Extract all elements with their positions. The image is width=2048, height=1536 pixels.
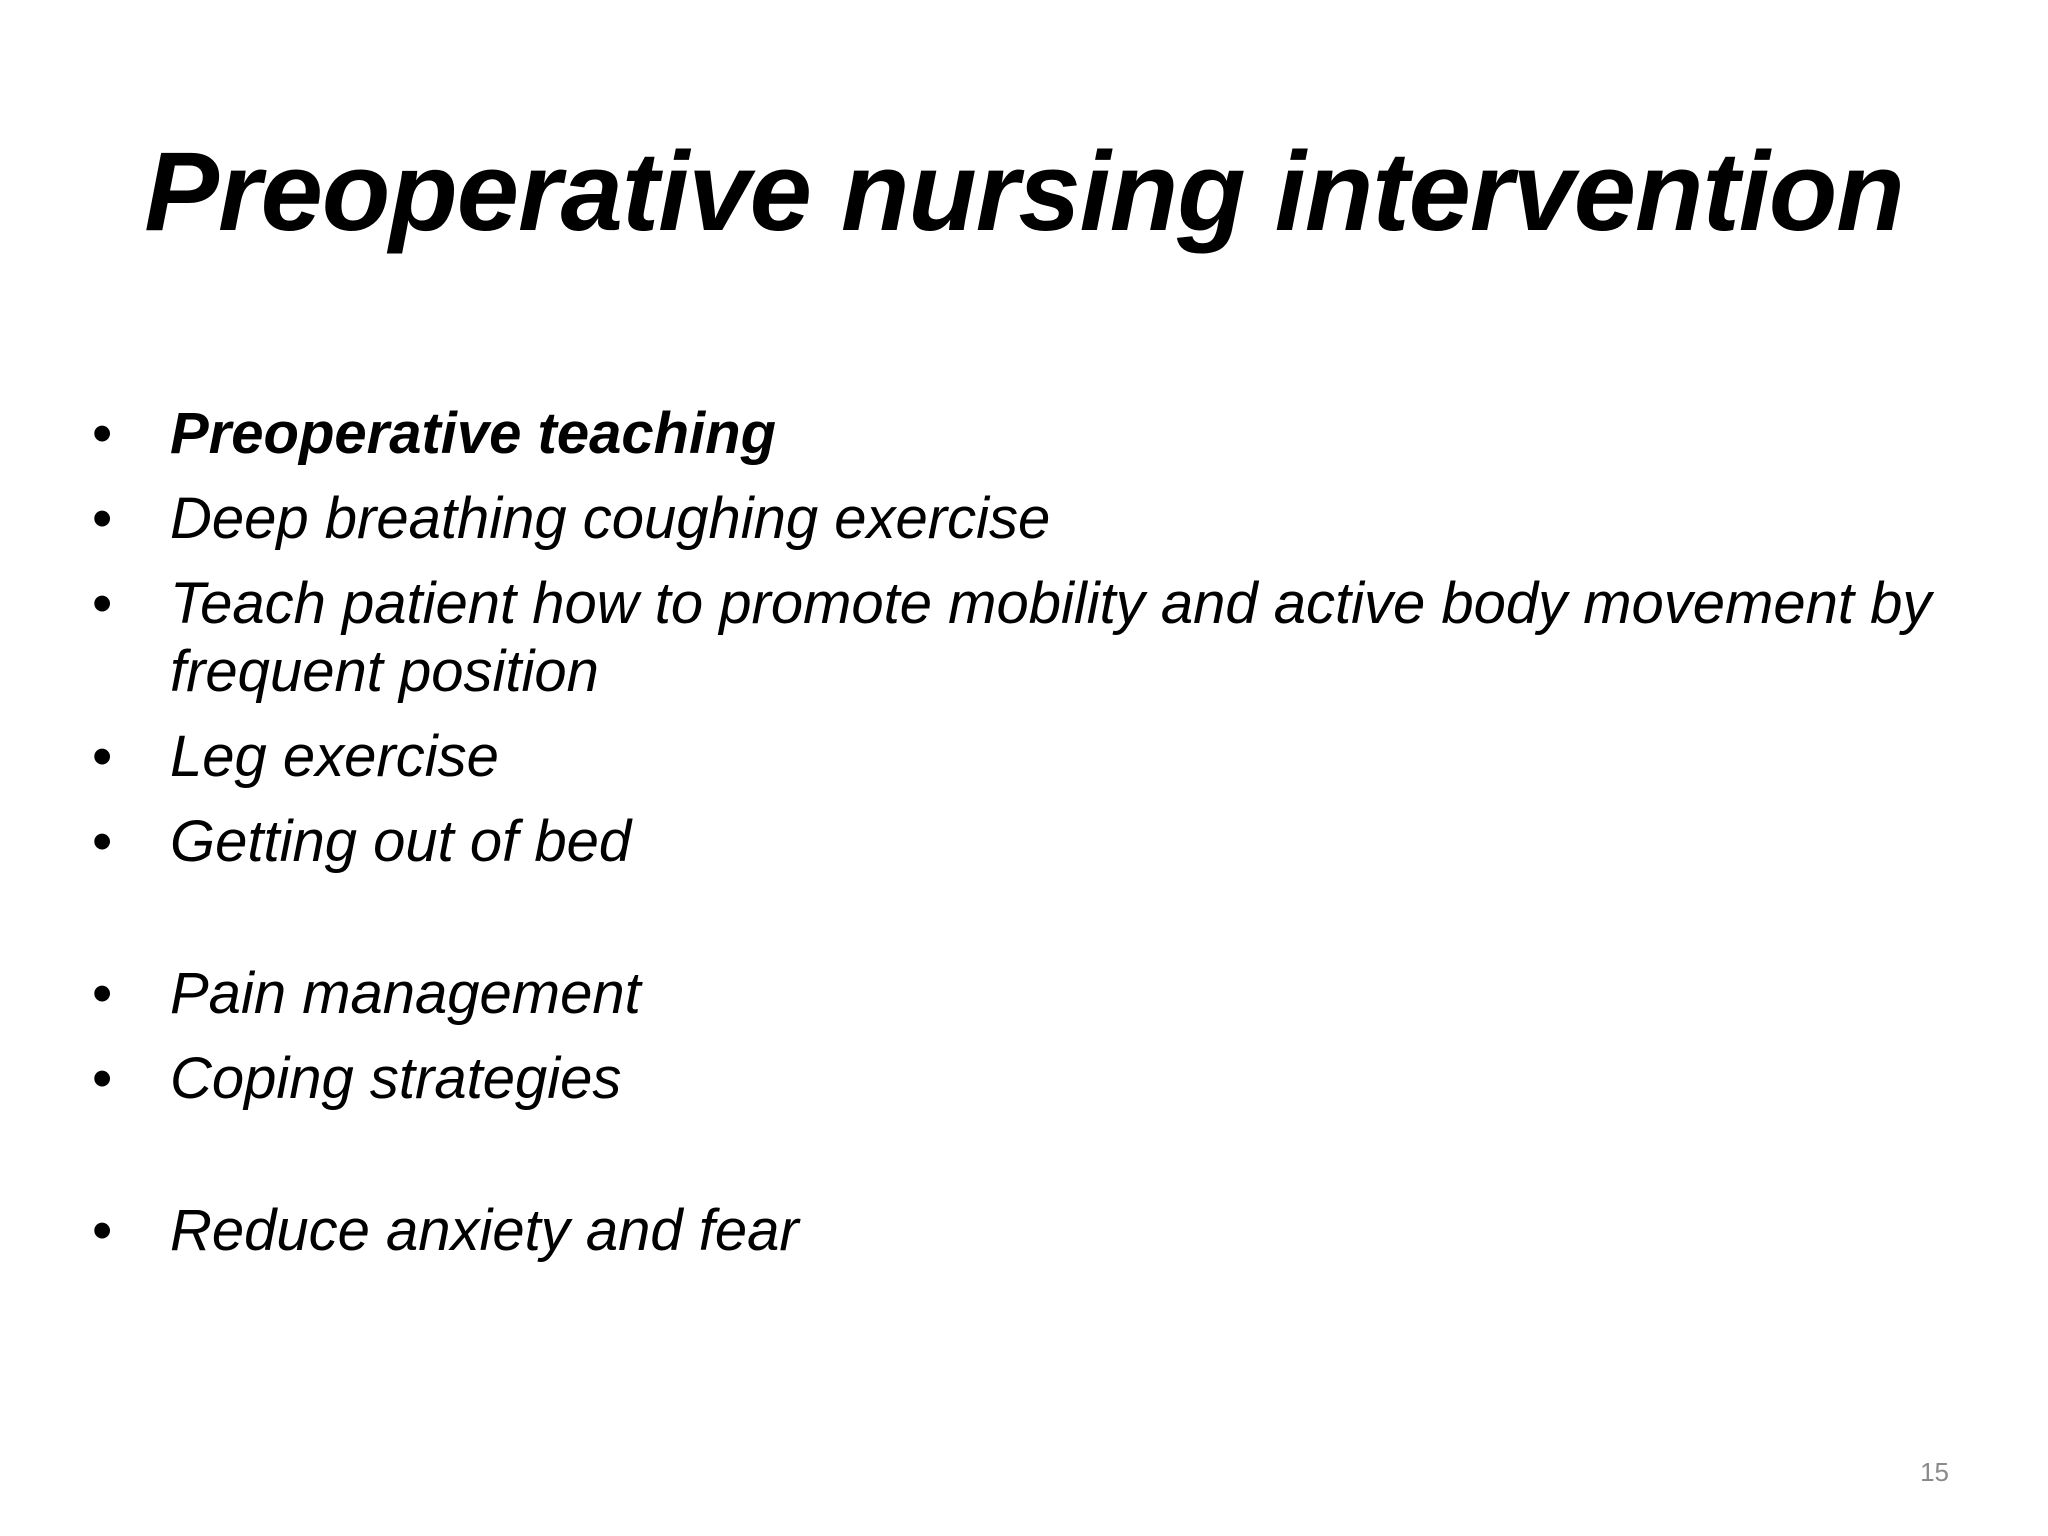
bullet-item-deep-breathing: [92, 485, 1972, 553]
bullet-icon: •: [92, 401, 113, 466]
bullet-icon: •: [92, 809, 113, 874]
bullet-text: Preoperative teaching: [170, 401, 776, 466]
bullet-text: Pain management: [170, 961, 641, 1026]
bullet-list: [92, 400, 1972, 1282]
bullet-item-coping-strategies: [92, 1045, 1972, 1113]
bullet-text: Coping strategies: [170, 1046, 622, 1111]
bullet-icon: •: [92, 961, 113, 1026]
bullet-item-pain-management: [92, 960, 1972, 1028]
bullet-item-leg-exercise: [92, 723, 1972, 791]
bullet-text: Getting out of bed: [170, 809, 632, 874]
bullet-text: Reduce anxiety and fear: [170, 1198, 799, 1263]
bullet-text: Teach patient how to promote mobility and active body movement by frequent position: [170, 571, 1932, 704]
bullet-text: Leg exercise: [170, 724, 499, 789]
bullet-item-getting-out-of-bed: [92, 808, 1972, 876]
bullet-item-reduce-anxiety: [92, 1197, 1972, 1265]
bullet-icon: •: [92, 1198, 113, 1263]
bullet-icon: •: [92, 724, 113, 789]
bullet-item-preoperative-teaching: [92, 400, 1972, 468]
bullet-icon: •: [92, 486, 113, 551]
slide-number: 15: [1920, 1457, 1949, 1487]
bullet-icon: •: [92, 571, 113, 636]
bullet-item-mobility: [92, 570, 1972, 706]
bullet-icon: •: [92, 1046, 113, 1111]
bullet-text: Deep breathing coughing exercise: [170, 486, 1051, 551]
slide-title: Preoperative nursing intervention: [144, 129, 1904, 254]
